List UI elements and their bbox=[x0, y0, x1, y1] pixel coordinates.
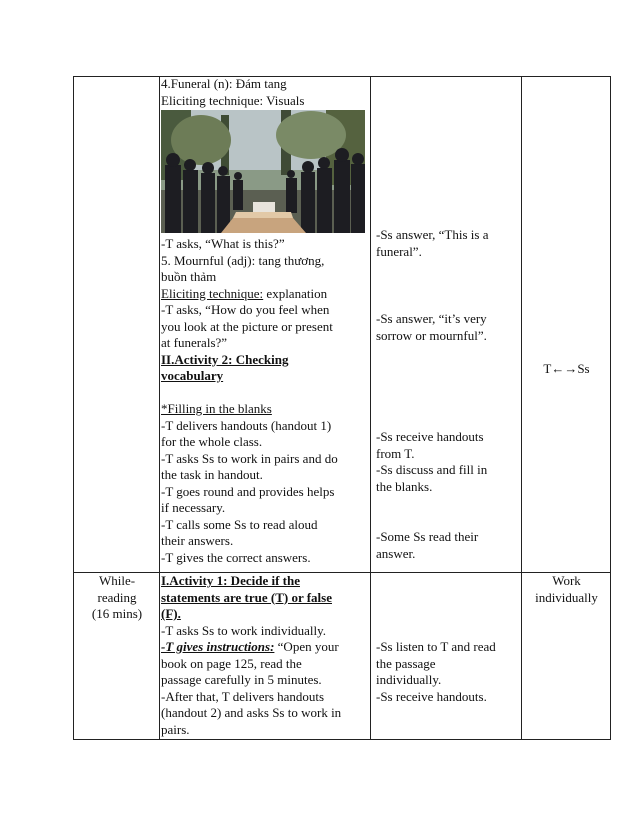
vocab-funeral: 4.Funeral (n): Đám tang bbox=[161, 76, 287, 91]
column-divider bbox=[370, 77, 371, 739]
procedure-line: -After that, T delivers handouts bbox=[161, 688, 325, 704]
procedure-line: -T delivers handouts (handout 1) bbox=[161, 417, 332, 433]
eliciting-value: explanation bbox=[263, 285, 328, 301]
eliciting-label: Eliciting technique: bbox=[161, 285, 264, 301]
student-line: the passage bbox=[376, 655, 436, 671]
student-line: the blanks. bbox=[376, 478, 433, 494]
student-line: answer. bbox=[376, 545, 416, 561]
student-line: -Ss listen to T and read bbox=[376, 639, 496, 654]
student-line: -Ss discuss and fill in bbox=[376, 462, 488, 477]
instruction-line bbox=[161, 639, 369, 656]
interaction-pattern-2 bbox=[522, 573, 611, 606]
procedure-line: pairs. bbox=[161, 721, 190, 737]
student-line: funeral”. bbox=[376, 243, 422, 259]
procedure-line: if necessary. bbox=[161, 500, 226, 515]
vocab-mournful-meaning: buồn thảm bbox=[161, 269, 217, 284]
student-line: from T. bbox=[376, 445, 415, 461]
question-line: at funerals?” bbox=[161, 335, 228, 350]
interaction-label: T←→Ss bbox=[543, 361, 590, 376]
procedure-line: -T gives the correct answers. bbox=[161, 549, 311, 565]
procedure-line: -T calls some Ss to read aloud bbox=[161, 516, 318, 532]
question-line: -T asks, “How do you feel when bbox=[161, 302, 330, 317]
student-line: sorrow or mournful”. bbox=[376, 327, 487, 343]
student-line: -Ss receive handouts bbox=[376, 429, 484, 444]
teacher-activity-cell-2 bbox=[161, 236, 369, 566]
column-divider bbox=[521, 77, 522, 739]
blank-line bbox=[161, 385, 369, 402]
student-response-a bbox=[376, 227, 518, 260]
procedure-line: their answers. bbox=[161, 533, 234, 548]
procedure-line: -T goes round and provides helps bbox=[161, 483, 335, 499]
activity-2-heading: II.Activity 2: Checking bbox=[161, 351, 289, 367]
eliciting-technique-explanation bbox=[161, 286, 369, 303]
activity-1-heading: I.Activity 1: Decide if the bbox=[161, 573, 300, 588]
procedure-line: -T asks Ss to work in pairs and do bbox=[161, 450, 338, 466]
student-line: -Ss answer, “it’s very bbox=[376, 311, 487, 326]
column-divider bbox=[159, 77, 160, 739]
activity-1-heading: statements are true (T) or false bbox=[161, 589, 332, 605]
procedure-line: -T asks Ss to work individually. bbox=[161, 622, 327, 638]
student-line: individually. bbox=[376, 672, 442, 687]
filling-blanks-heading: *Filling in the blanks bbox=[161, 401, 272, 416]
lesson-plan-table bbox=[73, 76, 611, 740]
procedure-line: the task in handout. bbox=[161, 467, 263, 482]
vocab-mournful: 5. Mournful (adj): tang thương, bbox=[161, 252, 325, 268]
interaction-label: individually bbox=[535, 589, 598, 605]
interaction-label: Work bbox=[552, 573, 581, 588]
question-line: you look at the picture or present bbox=[161, 318, 333, 334]
teacher-activity-cell bbox=[161, 76, 369, 109]
procedure-line: for the whole class. bbox=[161, 434, 263, 449]
instruction-text: “Open your bbox=[274, 639, 339, 654]
funeral-photo bbox=[161, 110, 365, 233]
student-line: -Some Ss read their bbox=[376, 529, 479, 544]
student-line: -Ss receive handouts. bbox=[376, 688, 487, 704]
student-response-e bbox=[376, 639, 518, 705]
stage-line: reading bbox=[97, 589, 137, 605]
question-what-is-this: -T asks, “What is this?” bbox=[161, 236, 285, 251]
procedure-line: (handout 2) and asks Ss to work in bbox=[161, 705, 342, 720]
procedure-line: book on page 125, read the bbox=[161, 655, 302, 671]
stage-line: While- bbox=[98, 573, 136, 588]
instruction-label: -T gives instructions: bbox=[161, 639, 275, 654]
activity-1-heading: (F). bbox=[161, 606, 181, 621]
student-response-d bbox=[376, 529, 518, 562]
student-response-b bbox=[376, 311, 518, 344]
while-reading-activity-cell bbox=[161, 573, 369, 738]
student-response-c bbox=[376, 429, 518, 495]
stage-cell bbox=[75, 573, 159, 623]
interaction-pattern bbox=[522, 361, 611, 378]
procedure-line: passage carefully in 5 minutes. bbox=[161, 672, 322, 687]
activity-2-heading: vocabulary bbox=[161, 368, 224, 383]
stage-line: (16 mins) bbox=[91, 606, 143, 621]
student-line: -Ss answer, “This is a bbox=[376, 227, 489, 242]
eliciting-technique-visuals: Eliciting technique: Visuals bbox=[161, 92, 305, 108]
